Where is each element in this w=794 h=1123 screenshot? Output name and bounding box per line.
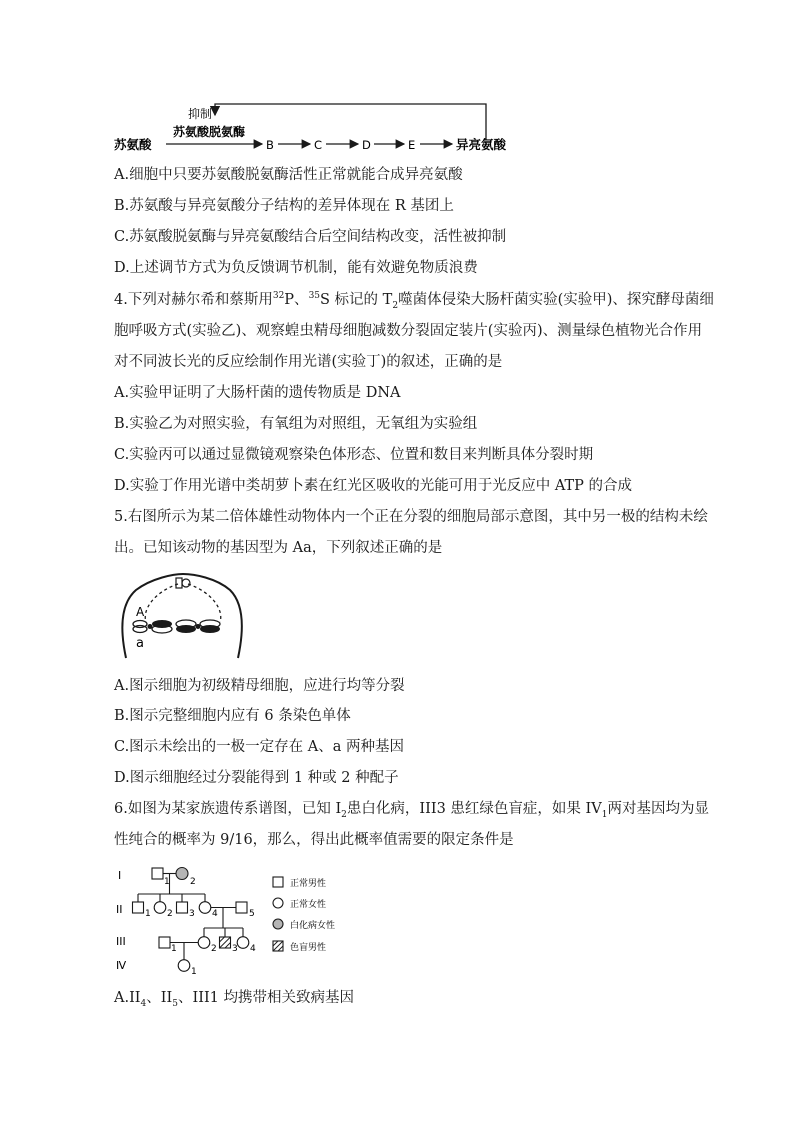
chromosome-right <box>176 620 220 633</box>
pathway-c: C <box>314 138 323 152</box>
q3-option-c: C.苏氨酸脱氨酶与异亮氨酸结合后空间结构改变，活性被抑制 <box>114 229 507 245</box>
generation-label-iv: Ⅳ <box>116 959 127 972</box>
gen3-colorblind-male-3 <box>220 937 231 948</box>
legend-colorblind-male: 色盲男性 <box>290 943 327 953</box>
q3-option-d: D.上述调节方式为负反馈调节机制，能有效避免物质浪费 <box>114 260 478 276</box>
svg-text:4: 4 <box>250 944 256 954</box>
pedigree-chart <box>112 862 372 980</box>
spindle-fiber-left <box>145 584 178 622</box>
gen3-male-1 <box>159 937 170 948</box>
gen1-male-1 <box>152 868 163 879</box>
svg-text:1: 1 <box>171 944 177 954</box>
q6-stem-line2: 性纯合的概率为 9/16，那么，得出此概率值需要的限定条件是 <box>114 832 514 848</box>
legend-albino-female-icon <box>273 919 283 929</box>
q3-option-a: A.细胞中只要苏氨酸脱氨酶活性正常就能合成异亮氨酸 <box>114 167 463 183</box>
q4-option-a: A.实验甲证明了大肠杆菌的遗传物质是 DNA <box>114 385 401 401</box>
svg-text:5: 5 <box>249 909 255 919</box>
q4-option-c: C.实验丙可以通过显微镜观察染色体形态、位置和数目来判断具体分裂时期 <box>114 447 594 463</box>
legend-colorblind-male-icon <box>273 941 283 951</box>
q5-stem-line1: 5.右图所示为某二倍体雄性动物体内一个正在分裂的细胞局部示意图，其中另一极的结构未绘 <box>114 509 708 525</box>
spindle-fiber-right <box>188 584 221 622</box>
q5-stem-line2: 出。已知该动物的基因型为 Aa，下列叙述正确的是 <box>114 540 443 556</box>
q4-stem-line2: 胞呼吸方式(实验乙)、观察蝗虫精母细胞减数分裂固定装片(实验丙)、测量绿色植物光合作用 <box>114 323 703 339</box>
chromosome-left <box>133 620 172 633</box>
pathway-diagram <box>108 98 518 156</box>
legend-normal-male: 正常男性 <box>290 879 327 889</box>
pathway-end: 异亮氨酸 <box>456 137 507 152</box>
svg-text:1: 1 <box>191 967 197 977</box>
legend-albino-female: 白化病女性 <box>290 921 336 931</box>
gen2-female-2 <box>154 902 166 914</box>
q4-option-d: D.实验丁作用光谱中类胡萝卜素在红光区吸收的光能可用于光反应中 ATP 的合成 <box>114 478 633 494</box>
q5-option-a: A.图示细胞为初级精母细胞，应进行均等分裂 <box>114 678 405 694</box>
legend-normal-female-icon <box>273 898 283 908</box>
pathway-inhibit-label: 抑制 <box>188 107 213 121</box>
q5-option-b: B.图示完整细胞内应有 6 条染色单体 <box>114 708 351 724</box>
pathway-b: B <box>266 138 274 152</box>
q5-option-c: C.图示未绘出的一极一定存在 A、a 两种基因 <box>114 739 405 755</box>
pathway-enzyme: 苏氨酸脱氨酶 <box>173 125 246 139</box>
gen2-male-1 <box>133 902 144 913</box>
svg-text:3: 3 <box>189 909 195 919</box>
generation-label-i: I <box>118 869 122 882</box>
pathway-d: D <box>362 138 371 152</box>
gen3-female-2 <box>198 937 210 949</box>
q6-stem-line1: 6.如图为某家族遗传系谱图，已知 $I_2$患白化病，III3 患红绿色盲症，如果 $IV_1$两对基因均为显 <box>114 801 709 820</box>
generation-label-ii: II <box>116 903 123 916</box>
svg-text:2: 2 <box>167 909 173 919</box>
pathway-start: 苏氨酸 <box>114 137 152 152</box>
svg-text:1: 1 <box>164 877 170 887</box>
q6-option-a: $A.II_4$、$II_5$、III1 均携带相关致病基因 <box>114 990 355 1009</box>
cell-diagram <box>118 570 248 662</box>
gen4-female-1 <box>178 960 190 972</box>
legend-normal-male-icon <box>273 877 283 887</box>
gen3-female-4 <box>237 937 249 949</box>
q5-option-d: D.图示细胞经过分裂能得到 1 种或 2 种配子 <box>114 770 399 786</box>
gene-label-A: A <box>136 605 145 619</box>
centriole-icon <box>176 578 190 588</box>
legend-normal-female: 正常女性 <box>290 900 327 910</box>
svg-text:4: 4 <box>212 909 218 919</box>
svg-text:2: 2 <box>211 944 217 954</box>
pathway-e: E <box>408 138 416 152</box>
q4-stem-line1: 4.下列对赫尔希和蔡斯用$^{32}$P、$^{35}$S 标记的 $T_2$噬菌体侵染大肠杆菌实验(实验甲)、探究酵母菌细 <box>114 291 714 311</box>
gen2-female-4 <box>199 902 211 914</box>
q4-stem-line3: 对不同波长光的反应绘制作用光谱(实验丁)的叙述，正确的是 <box>114 354 503 370</box>
svg-text:3: 3 <box>232 944 238 954</box>
gen2-male-3 <box>177 902 188 913</box>
feedback-line <box>215 104 486 140</box>
gen1-albino-female-2 <box>176 868 188 880</box>
q3-option-b: B.苏氨酸与异亮氨酸分子结构的差异体现在 R 基团上 <box>114 198 454 214</box>
q4-option-b: B.实验乙为对照实验，有氧组为对照组，无氧组为实验组 <box>114 416 478 432</box>
gen2-male-5 <box>236 902 247 913</box>
svg-text:2: 2 <box>190 877 196 887</box>
generation-label-iii: III <box>116 935 126 948</box>
gene-label-a: a <box>136 636 144 651</box>
svg-text:1: 1 <box>145 909 151 919</box>
